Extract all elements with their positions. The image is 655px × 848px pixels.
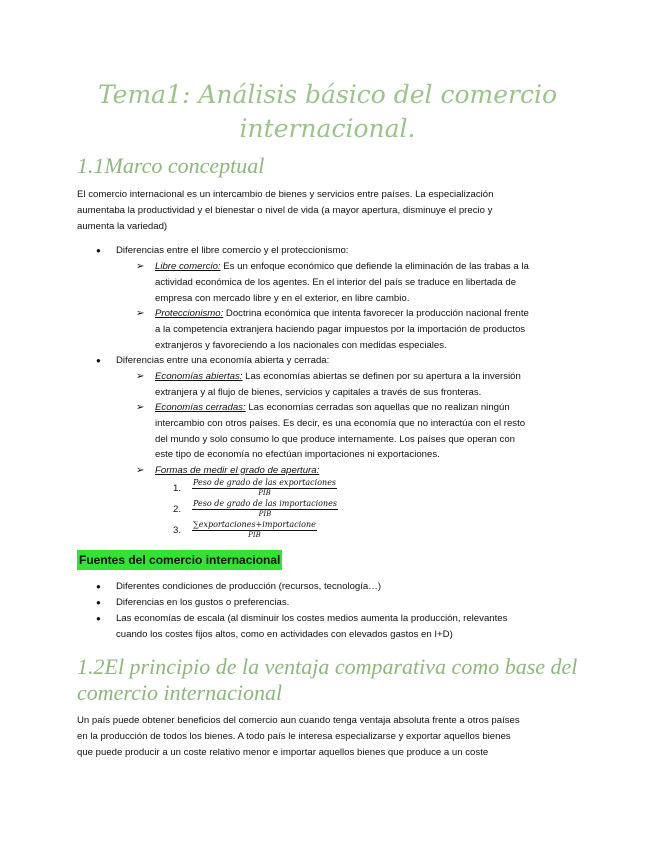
- formula-denominator: PIB: [258, 489, 271, 497]
- formula-numerator: Peso de grado de las importaciones: [193, 499, 337, 508]
- subitem-line: empresa con mercado libre y en el exterior, en libre cambio.: [155, 293, 410, 304]
- formula-numerator: Peso de grado de las exportaciones: [193, 478, 337, 487]
- arrow-bullet-icon: ➢: [136, 308, 145, 319]
- formula-fraction: [192, 520, 317, 540]
- body-line: Un país puede obtener beneficios del comercio aun cuando tenga ventaja absoluta frente a otros países: [77, 715, 520, 726]
- subitem-line: [155, 306, 529, 322]
- intro-line: aumentaba la productividad y el bienestar o nivel de vida (a mayor apertura, disminuye el precio y: [77, 205, 493, 216]
- section-heading-1: 1.1Marco conceptual: [77, 153, 265, 178]
- fuentes-bullet-text: Las economías de escala (al disminuir los costes medios aumenta la producción, relevantes: [116, 613, 508, 624]
- subitem-text: Es un enfoque económico que defiende la eliminación de las trabas a la: [220, 261, 529, 272]
- fuentes-bullet-text: cuando los costes fijos altos, como en actividades con elevados gastos en I+D): [116, 629, 453, 640]
- subitem-line: [155, 259, 529, 275]
- fuentes-bullet-text: Diferentes condiciones de producción (recursos, tecnología…): [116, 581, 382, 592]
- term-libre-comercio: Libre comercio:: [155, 261, 221, 272]
- term-proteccionismo: Proteccionismo:: [155, 308, 224, 319]
- arrow-bullet-icon: ➢: [136, 402, 145, 413]
- bullet-text: Diferencias entre una economía abierta y cerrada:: [116, 355, 330, 366]
- bullet-dot: ●: [96, 614, 101, 623]
- formula-number: 1.: [173, 483, 182, 494]
- arrow-bullet-icon: ➢: [136, 261, 145, 272]
- document-title: [60, 78, 595, 146]
- subitem-line: [155, 463, 319, 479]
- intro-line: aumenta la variedad): [77, 221, 168, 232]
- bullet-text: Diferencias entre el libre comercio y el proteccionismo:: [116, 245, 349, 256]
- subitem-line: del mundo y solo consumo lo que produce internamente. Los países que operan con: [155, 434, 515, 445]
- formula-fraction: [192, 478, 337, 498]
- bullet-dot: ●: [96, 598, 101, 607]
- highlighted-subheading: Fuentes del comercio internacional: [77, 550, 282, 570]
- term-formas-de-medir: Formas de medir el grado de apertura:: [155, 465, 320, 476]
- title-line-1: Tema1: Análisis básico del comercio: [97, 80, 558, 109]
- arrow-bullet-icon: ➢: [136, 465, 145, 476]
- formula-number: 3.: [173, 525, 182, 536]
- subitem-text: Las economías cerradas son aquellas que no realizan ningún: [245, 402, 510, 413]
- subitem-line: extranjeros y favoreciendo a los nacionales con medidas especiales.: [155, 340, 447, 351]
- subitem-line: extranjera y al flujo de bienes, servicios y capitales a través de sus fronteras.: [155, 387, 482, 398]
- formula-number: 2.: [173, 504, 182, 515]
- section-heading-2-line-2: comercio internacional: [77, 680, 283, 705]
- subitem-line: a la competencia extranjera haciendo pagar impuestos por la importación de productos: [155, 324, 526, 335]
- subitem-line: [155, 400, 510, 416]
- subitem-line: [155, 369, 521, 385]
- body-line: en la producción de todos los bienes. A todo país le interesa especializarse y exportar aquellos bienes: [77, 731, 511, 742]
- formula-denominator: PIB: [258, 510, 272, 518]
- subitem-line: intercambio con otros países. Es decir, es una economía que no interactúa con el resto: [155, 418, 526, 429]
- bullet-dot: ●: [96, 246, 101, 255]
- section-heading-2-line-1: 1.2El principio de la ventaja comparativa como base del: [77, 654, 578, 679]
- subitem-text: Las economías abiertas se definen por su apertura a la inversión: [242, 371, 521, 382]
- arrow-bullet-icon: ➢: [136, 371, 145, 382]
- term-economias-cerradas: Economías cerradas:: [155, 402, 246, 413]
- title-line-2: internacional.: [239, 114, 416, 143]
- bullet-dot: ●: [96, 356, 101, 365]
- formula-numerator: ∑exportaciones+importacione: [193, 520, 316, 529]
- subitem-line: actividad económica de los agentes. En el interior del país se traduce en libertada de: [155, 277, 517, 288]
- formula-fraction: [192, 499, 338, 519]
- fuentes-bullet-text: Diferencias en los gustos o preferencias.: [116, 597, 290, 608]
- term-economias-abiertas: Economías abiertas:: [155, 371, 243, 382]
- formula-denominator: PIB: [248, 531, 261, 539]
- body-line: que puede producir a un coste relativo menor e importar aquellos bienes que produce a un coste: [77, 747, 489, 758]
- subitem-text: Doctrina económica que intenta favorecer la producción nacional frente: [223, 308, 529, 319]
- bullet-dot: ●: [96, 582, 101, 591]
- subitem-line: este tipo de economía no efectúan importaciones ni exportaciones.: [155, 449, 440, 460]
- intro-line: El comercio internacional es un intercambio de bienes y servicios entre países. La especialización: [77, 189, 494, 200]
